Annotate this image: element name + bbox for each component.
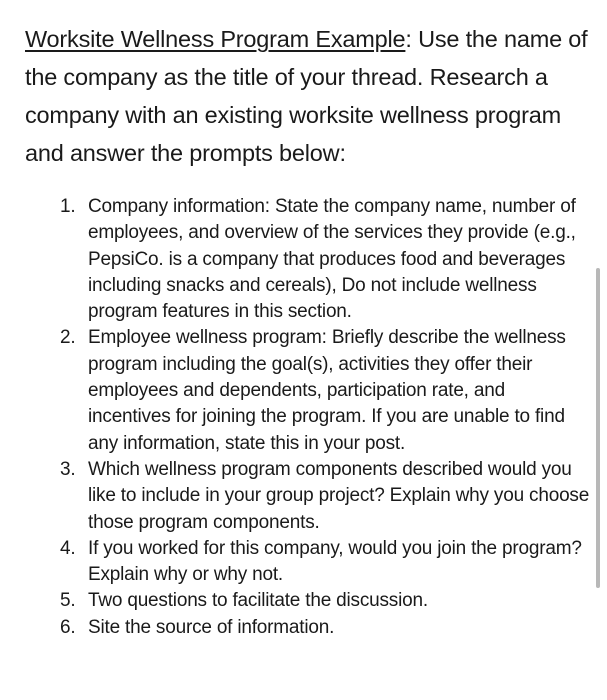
list-item-number: 3. xyxy=(60,458,76,480)
list-item-text: Which wellness program components described would you like to include in your group project? Explain why you choose those program components. xyxy=(88,458,590,533)
list-item-number: 2. xyxy=(60,327,76,349)
list-item-number: 6. xyxy=(60,616,76,638)
heading-separator: : xyxy=(405,26,412,52)
list-item-number: 5. xyxy=(60,590,76,612)
list-item xyxy=(60,615,590,641)
list-item xyxy=(60,194,590,325)
intro-body-text: Use the name of the company as the title of your thread. Research a company with an existing worksite wellness program and answer the prompts below: xyxy=(25,26,588,166)
list-item-number: 4. xyxy=(60,537,76,559)
program-example-heading: Worksite Wellness Program Example xyxy=(25,26,406,52)
list-item xyxy=(60,325,590,456)
list-item xyxy=(60,588,590,614)
list-item xyxy=(60,536,590,589)
list-item-text: Company information: State the company name, number of employees, and overview of the services they provide (e.g., PepsiCo. is a company that produces food and beverages including snacks and cereals), Do not include wellness program features in this section. xyxy=(88,196,576,323)
list-item-text: Employee wellness program: Briefly describe the wellness program including the goal(s), activities they offer their employees and dependents, participation rate, and incentives for joining the program. If you are unable to find any information, state this in your post. xyxy=(88,327,566,454)
list-item xyxy=(60,457,590,536)
list-item-number: 1. xyxy=(60,196,76,217)
vertical-scrollbar[interactable] xyxy=(596,268,600,588)
list-item-text: Two questions to facilitate the discussion. xyxy=(88,590,428,612)
prompt-list xyxy=(60,194,590,641)
list-item-text: If you worked for this company, would you join the program? Explain why or why not. xyxy=(88,537,582,586)
list-item-text: Site the source of information. xyxy=(88,616,335,638)
intro-paragraph xyxy=(25,20,595,172)
